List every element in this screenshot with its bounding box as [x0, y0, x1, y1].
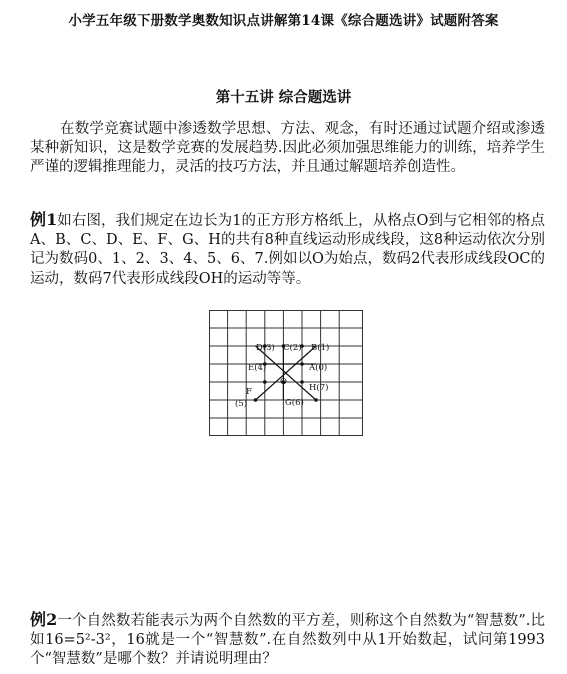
- example-2-label: 例2: [30, 610, 58, 629]
- label-F: F: [246, 387, 252, 397]
- label-B: B(1): [311, 343, 330, 353]
- label-C: C(2): [283, 343, 302, 353]
- example-2-text: 一个自然数若能表示为两个自然数的平方差，则称这个自然数为“智慧数”.比如16=5²-3²，16就是一个“智慧数”.在自然数列中从1开始数起，试问第1993个“智慧数”是哪个数？并请说明理由？: [30, 613, 545, 668]
- intro-paragraph: 在数学竞赛试题中渗透数学思想、方法、观念，有时还通过试题介绍或渗透某种新知识，这是数学竞赛的发展趋势.因此必须加强思维能力的训练，培养学生严谨的逻辑推理能力，灵活的技巧方法，并且通过解题培养创造性。: [30, 121, 545, 176]
- example-2: [30, 610, 545, 670]
- example-1-text: 如右图，我们规定在边长为1的正方形方格纸上，从格点O到与它相邻的格点A、B、C、D、E、F、G、H的共有8种直线运动形成线段，这8种运动依次分别记为数码0、1、2、3、4、5、6、7.例如以O为始点，数码2代表形成线段OC的运动，数码7代表形成线段OH的运动等等。: [30, 213, 545, 287]
- label-O: O: [280, 377, 287, 387]
- label-H: H(7): [309, 383, 329, 393]
- label-A: A(0): [309, 363, 328, 373]
- example-1-label: 例1: [30, 210, 58, 229]
- label-G: G(6): [285, 398, 304, 408]
- label-E: E(4): [248, 363, 267, 373]
- label-F-code: (5): [235, 399, 248, 409]
- lecture-title: 第十五讲 综合题选讲: [215, 89, 352, 106]
- label-D: D(3): [256, 343, 275, 353]
- document-header-title: 小学五年级下册数学奥数知识点讲解第14课《综合题选讲》试题附答案: [68, 13, 499, 29]
- grid-figure: [209, 310, 363, 436]
- example-1: [30, 210, 545, 289]
